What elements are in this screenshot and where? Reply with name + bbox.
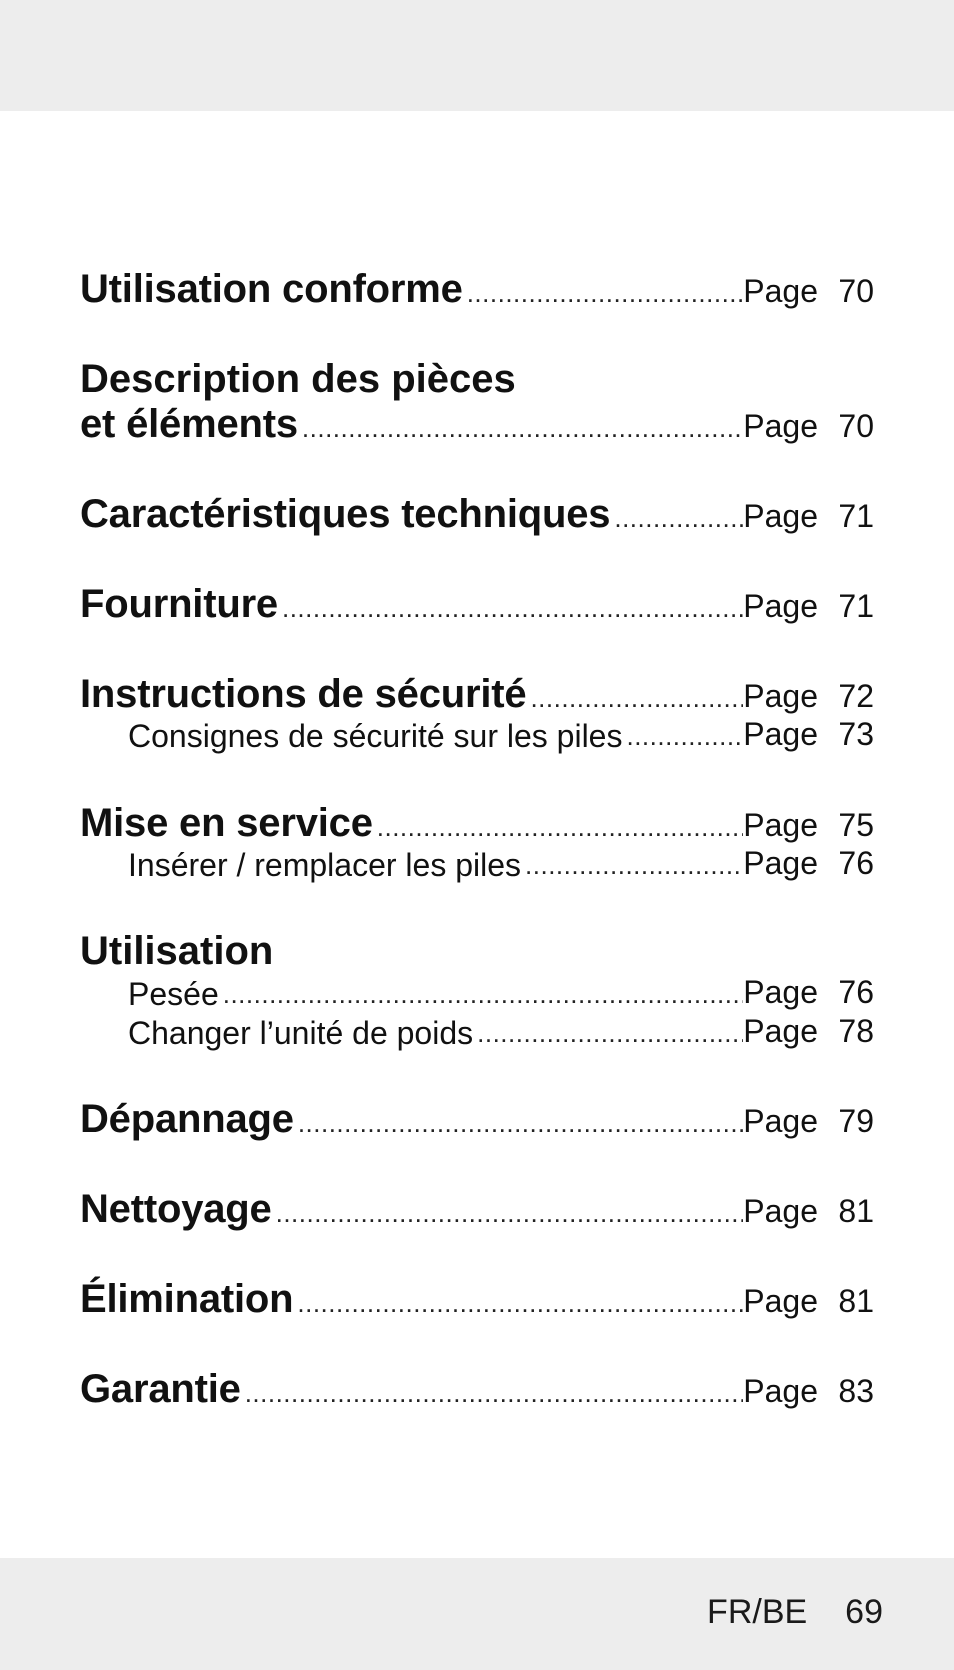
toc-entry-title: Garantie [80, 1367, 241, 1411]
toc-entry[interactable] [80, 397, 874, 447]
page-number: 71 [838, 498, 874, 534]
page-label: Page [743, 845, 818, 881]
page-number: 73 [838, 716, 874, 752]
page-label: Page [743, 273, 818, 309]
page-number: 72 [838, 678, 874, 714]
page-label: Page [743, 1103, 818, 1139]
toc-entry[interactable] [80, 262, 874, 312]
dot-leader [294, 1110, 743, 1136]
page-number: 75 [838, 807, 874, 843]
toc-subentry[interactable] [80, 1002, 874, 1052]
toc-entry-title: Utilisation [80, 929, 274, 973]
toc-entry-title: Utilisation conforme [80, 267, 463, 311]
page-footer [707, 1593, 883, 1632]
dot-leader [272, 1200, 744, 1226]
toc-entry-title-line[interactable] [80, 352, 874, 402]
toc-entry[interactable] [80, 1272, 874, 1322]
page-label: Page [743, 716, 818, 752]
toc-entry-title: Nettoyage [80, 1187, 272, 1231]
page-number: 70 [838, 408, 874, 444]
toc-entry[interactable] [80, 1182, 874, 1232]
toc-subentry-title: Changer l’unité de poids [128, 1015, 474, 1051]
page-number: 71 [838, 588, 874, 624]
toc-entry-title: Fourniture [80, 582, 278, 626]
toc-entry-title: Description des pièces [80, 357, 516, 401]
toc-entry-title: Dépannage [80, 1097, 294, 1141]
toc-subentry[interactable] [80, 705, 874, 755]
dot-leader [610, 505, 743, 531]
page-label: Page [743, 1013, 818, 1049]
toc-subentry-title: Insérer / remplacer les piles [128, 847, 522, 883]
page-label: Page [743, 498, 818, 534]
page-label: Page [743, 1193, 818, 1229]
top-margin-band [0, 0, 954, 111]
toc-entry[interactable] [80, 487, 874, 537]
toc-entry-title: et éléments [80, 402, 298, 446]
toc-entry-title: Caractéristiques techniques [80, 492, 611, 536]
toc-entry-title: Élimination [80, 1277, 294, 1321]
page-label: Page [743, 974, 818, 1010]
dot-leader [293, 1290, 743, 1316]
page-number: 76 [838, 974, 874, 1010]
toc-subentry-title: Consignes de sécurité sur les piles [128, 718, 623, 754]
dot-leader [622, 723, 743, 749]
page-label: Page [743, 807, 818, 843]
dot-leader [298, 415, 743, 441]
page-label: Page [743, 408, 818, 444]
page-number: 81 [838, 1193, 874, 1229]
page-number: 81 [838, 1283, 874, 1319]
toc-entry-title: Instructions de sécurité [80, 672, 527, 716]
dot-leader [278, 595, 743, 621]
toc-entry-title: Mise en service [80, 801, 373, 845]
dot-leader [241, 1380, 744, 1406]
toc-entry[interactable] [80, 577, 874, 627]
toc-subentry[interactable] [80, 834, 874, 884]
footer-page-number: 69 [845, 1593, 883, 1631]
dot-leader [521, 852, 743, 878]
dot-leader [473, 1020, 743, 1046]
page-number: 79 [838, 1103, 874, 1139]
locale-label: FR/BE [707, 1593, 808, 1631]
page-number: 76 [838, 845, 874, 881]
page-label: Page [743, 588, 818, 624]
page-number: 70 [838, 273, 874, 309]
page-label: Page [743, 678, 818, 714]
page-label: Page [743, 1283, 818, 1319]
toc-entry[interactable] [80, 1092, 874, 1142]
dot-leader [463, 280, 744, 306]
page-number: 83 [838, 1373, 874, 1409]
toc-subentry-title: Pesée [128, 976, 219, 1012]
toc-entry[interactable] [80, 1362, 874, 1412]
page-number: 78 [838, 1013, 874, 1049]
page-label: Page [743, 1373, 818, 1409]
